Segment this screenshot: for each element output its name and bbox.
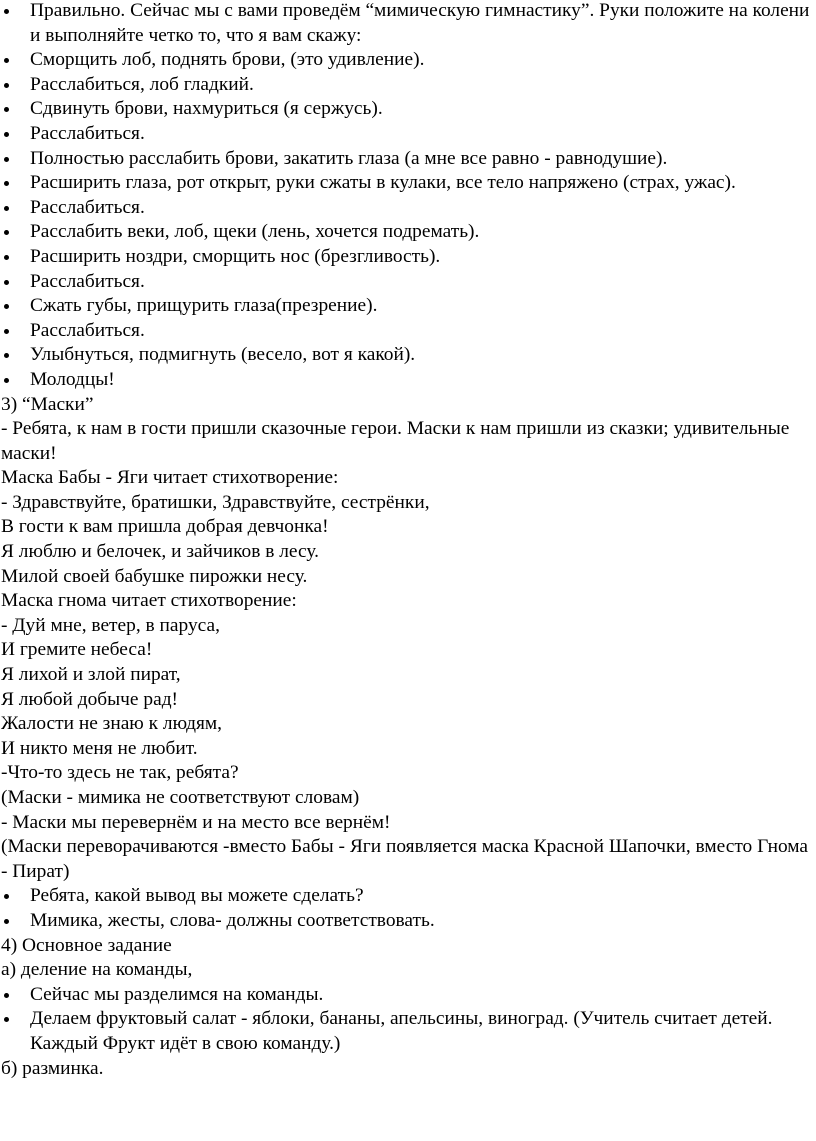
list-item [0,294,816,319]
list-item-text: Сдвинуть брови, нахмуриться (я сержусь). [30,98,383,120]
list-item-text: Расслабить веки, лоб, щеки (лень, хочется подремать). [30,221,480,243]
bullet-icon [4,993,9,998]
masks-section [0,393,816,885]
poem-line: - Дуй мне, ветер, в паруса, [1,614,220,636]
list-item-text: Расслабиться. [30,122,145,144]
mimic-exercise-list [0,0,816,393]
bullet-icon [4,919,9,924]
bullet-icon [4,230,9,235]
team-division-list [0,983,816,1057]
list-item-text: Правильно. Сейчас мы с вами проведём “мимическую гимнастику”. Руки положите на колени и выполняйте четко то, что я вам скажу: [30,0,810,46]
list-item-text: Ребята, какой вывод вы можете сделать? [30,885,364,907]
bullet-icon [4,255,9,260]
list-item [0,1007,816,1056]
list-item [0,220,816,245]
bullet-icon [4,280,9,285]
list-item-text: Молодцы! [30,368,115,390]
list-item-text: Улыбнуться, подмигнуть (весело, вот я какой). [30,344,416,366]
bullet-icon [4,107,9,112]
list-item [0,0,816,48]
list-item-text: Расслабиться. [30,319,145,341]
poem-line: И никто меня не любит. [1,737,198,759]
text-line: Маска гнома читает стихотворение: [1,590,297,612]
text-line: Маска Бабы - Яги читает стихотворение: [1,467,339,489]
bullet-icon [4,894,9,899]
poem-line: Я люблю и белочек, и зайчиков в лесу. [1,541,319,563]
list-item [0,368,816,393]
list-item [0,884,816,909]
bullet-icon [4,157,9,162]
list-item-text: Полностью расслабить брови, закатить глаза (а мне все равно - равнодушие). [30,147,668,169]
list-item [0,343,816,368]
bullet-icon [4,378,9,383]
poem-line: Милой своей бабушке пирожки несу. [1,565,308,587]
list-item [0,245,816,270]
section-heading: 4) Основное задание [1,934,172,956]
subsection-heading: б) разминка. [1,1057,104,1079]
list-item-text: Мимика, жесты, слова- должны соответствовать. [30,909,435,931]
list-item-text: Расслабиться, лоб гладкий. [30,73,254,95]
list-item-text: Расслабиться. [30,270,145,292]
conclusion-list [0,884,816,933]
bullet-icon [4,83,9,88]
list-item [0,48,816,73]
poem-line: Жалости не знаю к людям, [1,713,222,735]
text-line: - Маски мы перевернём и на место все вернём! [1,811,391,833]
list-item [0,909,816,934]
bullet-icon [4,1017,9,1022]
bullet-icon [4,304,9,309]
list-item-text: Сжать губы, прищурить глаза(презрение). [30,295,378,317]
poem-line: - Здравствуйте, братишки, Здравствуйте, сестрёнки, [1,491,430,513]
list-item-text: Расширить глаза, рот открыт, руки сжаты в кулаки, все тело напряжено (страх, ужас). [30,172,736,194]
list-item-text: Сморщить лоб, поднять брови, (это удивление). [30,49,425,71]
list-item [0,319,816,344]
list-item [0,73,816,98]
bullet-icon [4,181,9,186]
bullet-icon [4,353,9,358]
text-line: (Маски - мимика не соответствуют словам) [1,787,360,808]
list-item [0,983,816,1008]
list-item-text: Расширить ноздри, сморщить нос (брезгливость). [30,245,441,267]
list-item-text: Расслабиться. [30,196,145,218]
poem-line: Я лихой и злой пират, [1,664,181,686]
bullet-icon [4,9,9,14]
poem-line: И гремите небеса! [1,639,153,661]
list-item [0,270,816,295]
list-item [0,171,816,196]
subsection-heading: а) деление на команды, [1,959,193,981]
text-line: -Что-то здесь не так, ребята? [1,762,239,784]
bullet-icon [4,58,9,63]
poem-line: В гости к вам пришла добрая девчонка! [1,516,329,538]
text-line: - Ребята, к нам в гости пришли сказочные герои. Маски к нам пришли из сказки; удивительные маски! [1,418,790,464]
poem-line: Я любой добыче рад! [1,688,179,710]
list-item [0,122,816,147]
list-item [0,97,816,122]
text-line: (Маски переворачиваются -вместо Бабы - Яги появляется маска Красной Шапочки, вместо Гнома - Пират) [1,836,809,882]
list-item [0,147,816,172]
bullet-icon [4,329,9,334]
list-item-text: Сейчас мы разделимся на команды. [30,983,324,1005]
bullet-icon [4,206,9,211]
section-heading: 3) “Маски” [1,393,94,415]
list-item-text: Делаем фруктовый салат - яблоки, бананы, апельсины, виноград. (Учитель считает детей. Каждый Фрукт идёт в свою команду.) [30,1008,773,1054]
list-item [0,196,816,221]
bullet-icon [4,132,9,137]
